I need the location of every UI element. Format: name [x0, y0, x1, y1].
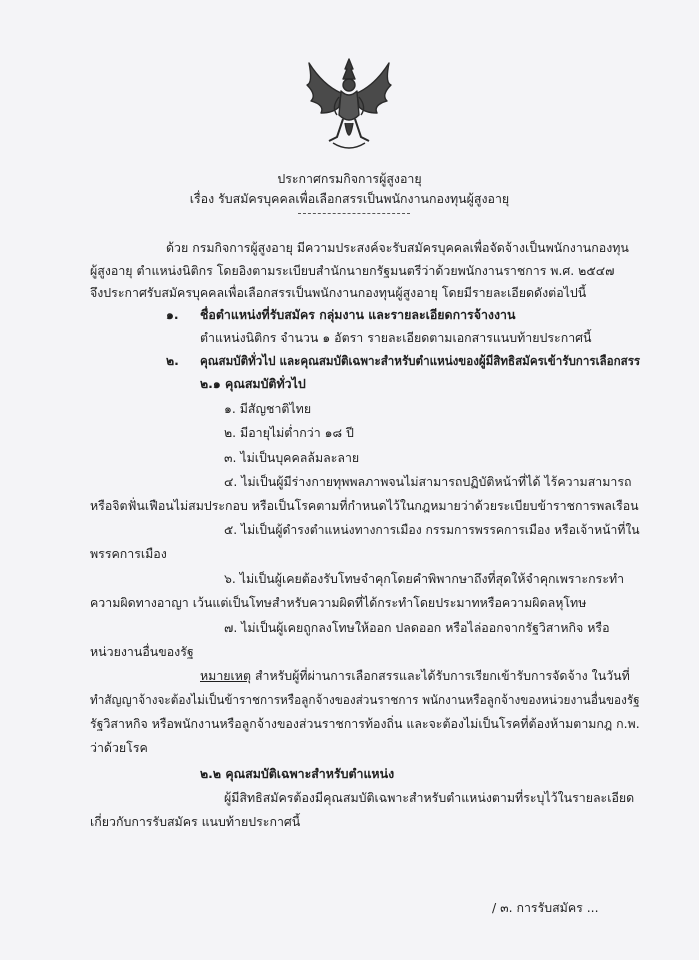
section-1-number: ๑.: [166, 307, 179, 322]
qualification-item-3: ๓. ไม่เป็นบุคคลล้มละลาย: [224, 450, 360, 465]
subsection-2-2-heading: ๒.๒ คุณสมบัติเฉพาะสำหรับตำแหน่ง: [200, 766, 395, 781]
subsection-2-2-line-1: ผู้มีสิทธิสมัครต้องมีคุณสมบัติเฉพาะสำหรับตำแหน่งตามที่ระบุไว้ในรายละเอียด: [224, 790, 635, 805]
section-1-detail: ตำแหน่งนิติกร จำนวน ๑ อัตรา รายละเอียดตามเอกสารแนบท้ายประกาศนี้: [200, 330, 592, 345]
note-text: สำหรับผู้ที่ผ่านการเลือกสรรและได้รับการเรียกเข้ารับการจัดจ้าง ในวันที่: [251, 668, 630, 683]
qualification-item-2: ๒. มีอายุไม่ต่ำกว่า ๑๘ ปี: [224, 425, 354, 440]
intro-line-2: ผู้สูงอายุ ตำแหน่งนิติกร โดยอิงตามระเบียบสำนักนายกรัฐมนตรีว่าด้วยพนักงานราชการ พ.ศ. ๒๕๔๗: [90, 263, 615, 278]
announcement-title: ประกาศกรมกิจการผู้สูงอายุ: [277, 171, 422, 186]
qualification-item-6-line-1: ๖. ไม่เป็นผู้เคยต้องรับโทษจำคุกโดยคำพิพากษาถึงที่สุดให้จำคุกเพราะกระทำ: [224, 571, 625, 586]
qualification-item-7-line-1: ๗. ไม่เป็นผู้เคยถูกลงโทษให้ออก ปลดออก หรือไล่ออกจากรัฐวิสาหกิจ หรือ: [224, 620, 610, 635]
note-label: หมายเหตุ: [200, 668, 252, 683]
continued-footer: / ๓. การรับสมัคร ...: [492, 900, 599, 915]
announcement-subject: เรื่อง รับสมัครบุคคลเพื่อเลือกสรรเป็นพนักงานกองทุนผู้สูงอายุ: [189, 191, 510, 206]
qualification-item-4-line-2: หรือจิตฟั่นเฟือนไม่สมประกอบ หรือเป็นโรคตามที่กำหนดไว้ในกฎหมายว่าด้วยระเบียบข้าราชการพลเรือน: [90, 498, 639, 513]
intro-line-3: จึงประกาศรับสมัครบุคคลเพื่อเลือกสรรเป็นพนักงานกองทุนผู้สูงอายุ โดยมีรายละเอียดดังต่อไปนี้: [90, 285, 587, 300]
section-2-number: ๒.: [166, 353, 179, 368]
qualification-item-7-line-2: หน่วยงานอื่นของรัฐ: [90, 644, 194, 659]
qualification-item-5-line-2: พรรคการเมือง: [90, 546, 167, 561]
subsection-2-1-heading: ๒.๑ คุณสมบัติทั่วไป: [200, 376, 306, 391]
section-2-heading: คุณสมบัติทั่วไป และคุณสมบัติเฉพาะสำหรับตำแหน่งของผู้มีสิทธิสมัครเข้ารับการเลือกสรร: [200, 353, 641, 368]
divider: [298, 213, 410, 214]
qualification-item-1: ๑. มีสัญชาติไทย: [224, 401, 312, 416]
subsection-2-2-line-2: เกี่ยวกับการรับสมัคร แนบท้ายประกาศนี้: [90, 814, 301, 829]
note-line-1: [200, 668, 630, 683]
note-line-3: รัฐวิสาหกิจ หรือพนักงานหรือลูกจ้างของส่วนราชการท้องถิ่น และจะต้องไม่เป็นโรคที่ต้องห้ามตามกฎ ก.พ.: [90, 716, 640, 731]
qualification-item-6-line-2: ความผิดทางอาญา เว้นแต่เป็นโทษสำหรับความผิดที่ได้กระทำโดยประมาทหรือความผิดลหุโทษ: [90, 595, 587, 610]
note-line-4: ว่าด้วยโรค: [90, 740, 148, 755]
garuda-emblem-icon: [303, 55, 395, 155]
section-1-heading: ชื่อตำแหน่งที่รับสมัคร กลุ่มงาน และรายละเอียดการจ้างงาน: [200, 307, 516, 322]
note-line-2: ทำสัญญาจ้างจะต้องไม่เป็นข้าราชการหรือลูกจ้างของส่วนราชการ พนักงานหรือลูกจ้างของหน่วยงานอื่นของรัฐ: [90, 692, 640, 707]
intro-line-1: ด้วย กรมกิจการผู้สูงอายุ มีความประสงค์จะรับสมัครบุคคลเพื่อจัดจ้างเป็นพนักงานกองทุน: [166, 240, 629, 255]
qualification-item-4-line-1: ๔. ไม่เป็นผู้มีร่างกายทุพพลภาพจนไม่สามารถปฏิบัติหน้าที่ได้ ไร้ความสามารถ: [224, 474, 632, 489]
qualification-item-5-line-1: ๕. ไม่เป็นผู้ดำรงตำแหน่งทางการเมือง กรรมการพรรคการเมือง หรือเจ้าหน้าที่ใน: [224, 522, 640, 537]
